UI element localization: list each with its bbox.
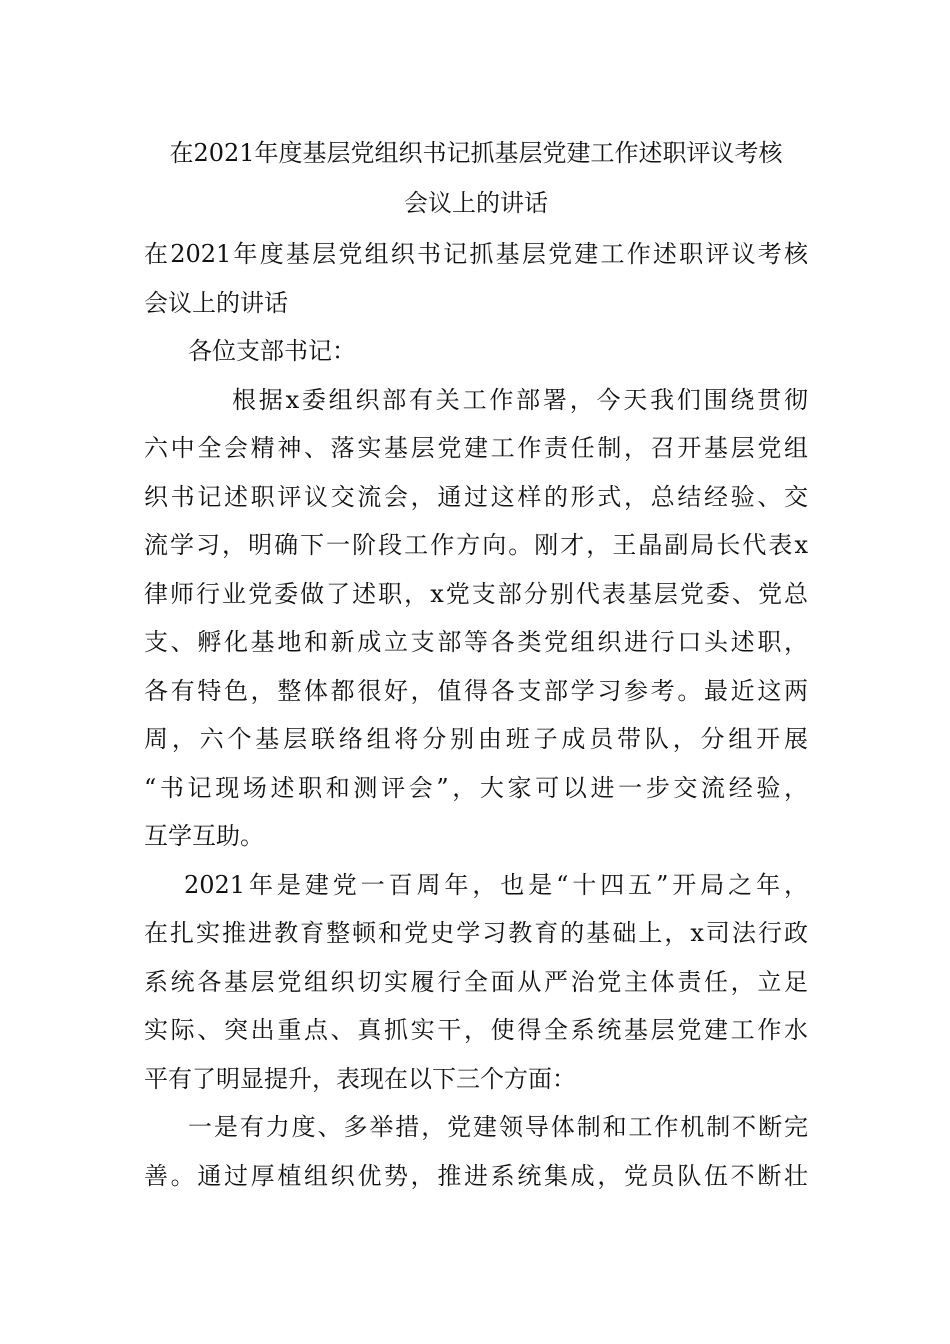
body-text-line: 周，六个基层联络组将分别由班子成员带队，分组开展 <box>144 725 808 753</box>
body-text-line: 织书记述职评议交流会，通过这样的形式，总结经验、交 <box>144 482 808 511</box>
body-text-line: 六中全会精神、落实基层党建工作责任制，召开基层党组 <box>144 434 808 462</box>
body-text-line: 善。通过厚植组织优势，推进系统集成，党员队伍不断壮 <box>144 1161 808 1190</box>
body-text-line: 平有了明显提升，表现在以下三个方面： <box>144 1064 576 1093</box>
body-text-line: 各位支部书记： <box>188 337 356 365</box>
body-text-line: 2021年是建党一百周年，也是“十四五”开局之年， <box>184 870 808 899</box>
title-line-2: 会议上的讲话 <box>404 189 548 217</box>
body-text-line: 流学习，明确下一阶段工作方向。刚才，王晶副局长代表x <box>144 531 808 559</box>
body-text-line: 根据x委组织部有关工作部署，今天我们围绕贯彻 <box>232 385 808 414</box>
body-text-line: 各有特色，整体都很好，值得各支部学习参考。最近这两 <box>144 676 808 705</box>
body-text-line: 实际、突出重点、真抓实干，使得全系统基层党建工作水 <box>144 1016 808 1044</box>
body-text-line: 在2021年度基层党组织书记抓基层党建工作述职评议考核 <box>144 240 808 268</box>
title-line-1: 在2021年度基层党组织书记抓基层党建工作述职评议考核 <box>169 139 783 167</box>
document-body <box>144 230 808 1200</box>
document-title <box>144 128 808 228</box>
body-text-line: 律师行业党委做了述职，x党支部分别代表基层党委、党总 <box>144 579 808 608</box>
body-text-line: 在扎实推进教育整顿和党史学习教育的基础上，x司法行政 <box>144 919 808 947</box>
body-text-line: 一是有力度、多举措，党建领导体制和工作机制不断完 <box>188 1113 808 1141</box>
body-text-line: 会议上的讲话 <box>144 288 288 317</box>
body-text-line: 互学互助。 <box>144 822 264 850</box>
body-text-line: “书记现场述职和测评会”，大家可以进一步交流经验， <box>144 773 808 802</box>
body-text-line: 系统各基层党组织切实履行全面从严治党主体责任，立足 <box>144 967 808 996</box>
body-text-line: 支、孵化基地和新成立支部等各类党组织进行口头述职， <box>144 628 808 656</box>
